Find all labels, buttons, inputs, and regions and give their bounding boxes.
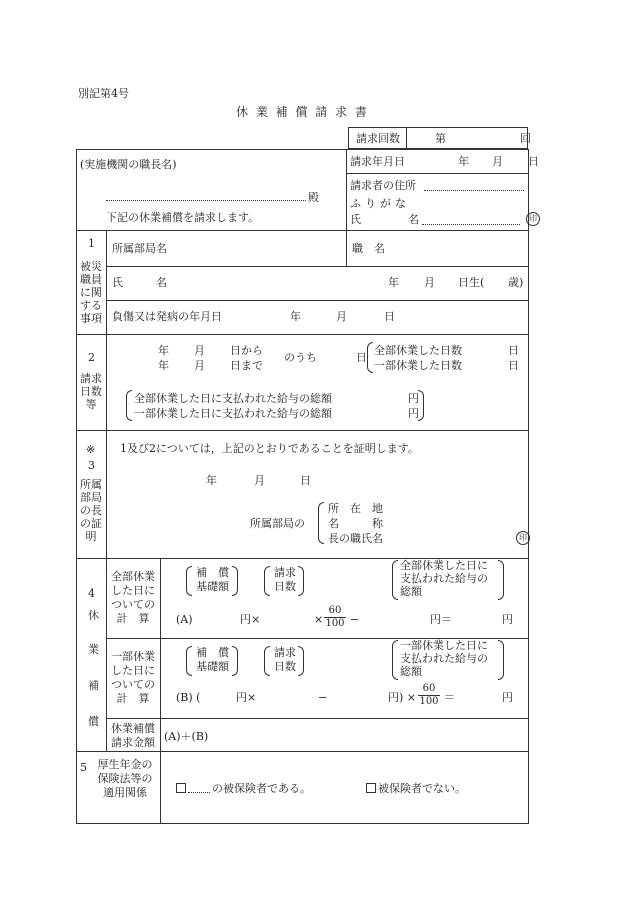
addressee-label: (実施機関の職長名) [80,158,177,171]
requester-name-label: 氏 [350,213,361,226]
requester-name-field[interactable] [422,224,520,225]
insured-option-label: の被保険者である。 [212,782,311,795]
name-label: 氏 名 [112,276,167,289]
seal-icon: 印 [526,212,540,226]
section2-title: 請求日数等 [80,372,102,411]
total-formula: (A)＋(B) [164,730,209,743]
furigana-label: ふりがな [350,197,410,210]
request-count-label: 請求回数 [356,132,400,145]
dept-head-prefix: 所属部局の [250,517,305,530]
request-statement: 下記の休業補償を請求します。 [106,211,260,224]
not-insured-option-label: 被保険者でない。 [378,782,466,795]
section2-number: 2 [88,351,95,364]
fraction-60-100: $\frac{60}{100}$ [419,683,439,707]
injury-date-label: 負傷又は発病の年月日 [112,310,222,323]
part-calc-label: 一部休業した日についての計 算 [111,650,155,705]
total-label: 休業補償請求金額 [111,722,155,749]
part-days-label: 一部休業した日数 [374,359,462,372]
form-title: 休 業 補 償 請 求 書 [236,105,369,119]
insurance-type-field[interactable] [188,792,210,793]
full-pay-label: 全部休業した日に支払われた給与の総額 [134,392,332,405]
address-field[interactable] [424,190,524,191]
certification-statement: 1及び2については，上記のとおりであることを証明します。 [120,442,419,455]
not-insured-checkbox[interactable] [366,783,376,793]
section1-number: 1 [88,237,95,250]
honorific: 殿 [308,191,319,204]
form-number: 別記第4号 [78,87,129,100]
part-pay-label: 一部休業した日に支払われた給与の総額 [134,407,332,420]
address-label: 請求者の住所 [350,179,416,192]
section3-mark: ※ [86,443,96,456]
seal-icon: 印 [516,531,530,545]
section5-number: 5 [80,761,87,774]
section4-number: 4 [88,587,95,600]
full-days-label: 全部休業した日数 [374,344,462,357]
dept-label: 所属部局名 [112,242,167,255]
request-date-label: 請求年月日 [350,155,405,168]
insured-checkbox[interactable] [176,783,186,793]
section3-number: 3 [88,459,95,472]
post-label: 職 名 [352,242,385,255]
fraction-60-100: $\frac{60}{100}$ [325,605,345,629]
section1-title: 被災職員に関する事項 [80,260,102,325]
section5-title: 厚生年金の保険法等の適用関係 [97,758,153,799]
addressee-field[interactable] [106,200,306,201]
section3-title: 所属部局の長の証明 [80,478,102,543]
full-calc-label: 全部休業した日についての計 算 [111,570,155,625]
form-page: 別記第4号 休 業 補 償 請 求 書 請求回数 第 回 (実施機関の職長名) 殿 下記の休業補償を請求します。 請求年月日 年 月 日 請求者の住所 ふりがな 氏 名 印 1 被災職員に関する事項 所属部局名 職 名 氏 名 年 月 日生( 歳) 負傷又は発病の年月日 年 月 日 2 請求日数等 年 月 日から 年 月 日まで のうち 日 全部休業した日数 日 一部休業した日数 日 全部休業した日に支払われた給与の総額 円 一部休業した日に支払われた給与の総額 円 ※ 3 所属部局の長の証明 1及び2については，上記のとおりであることを証明します。 年 月 日 所属部局の 所 在 地 名 称 長の職氏名 印 4 休 業 補 償 全部休業した日についての計 算 補 償 基礎額 請求 日数 全部休業した日に 支払われた給与の 総額 (A) 円× × $\frac{60}{100}$ − 円＝ 円 一部休業した日についての計 算 補 償 基礎額 請求 日数 一部休業した日に 支払われた給与の 総額 (B) ( 円× − 円) × $\frac{60}{100}$ ＝ 円 休業補償請求金額 (A)＋(B) 5 厚生年金の保険法等の適用関係 の被保険者である。 被保険者でない。 [0,0,630,916]
